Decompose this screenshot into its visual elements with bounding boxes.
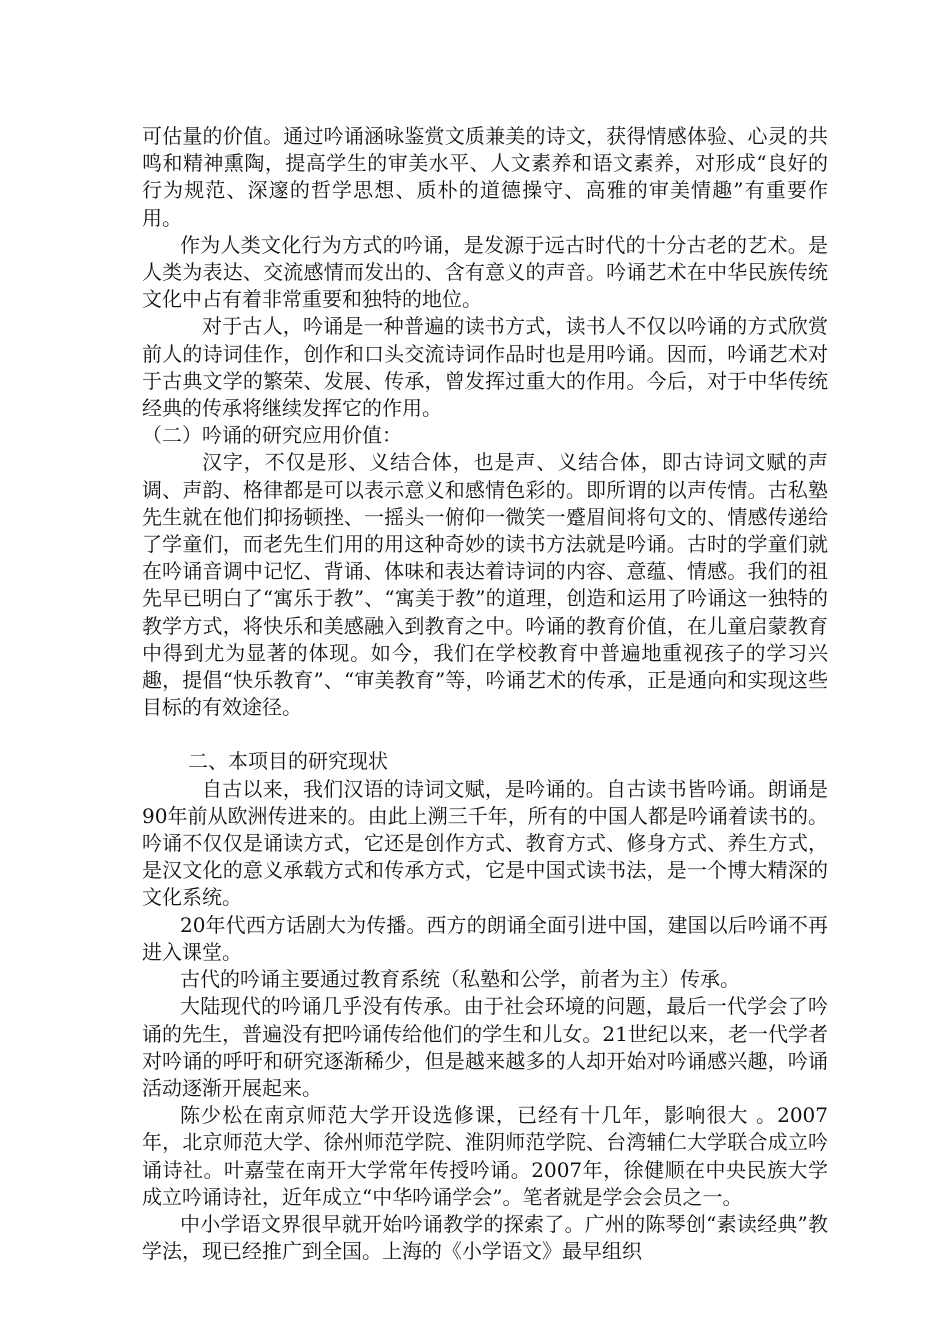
paragraph-reading-tradition: 自古以来，我们汉语的诗词文赋，是吟诵的。自古读书皆吟诵。朗诵是90年前从欧洲传进来的。由此上溯三千年，所有的中国人都是吟诵着读书的。吟诵不仅仅是诵读方式，它还是创作方式、教育方式、修身方式、养生方式，是汉文化的意义承载方式和传承方式，它是中国式读书法，是一个博大精深的文化系统。 bbox=[142, 776, 828, 910]
paragraph-school-teaching: 中小学语文界很早就开始吟诵教学的探索了。广州的陈琴创“素读经典”教学法，现已经推广到全国。上海的《小学语文》最早组织 bbox=[142, 1211, 828, 1264]
document-body bbox=[142, 123, 828, 1265]
paragraph-ancient-reading: 对于古人，吟诵是一种普遍的读书方式，读书人不仅以吟诵的方式欣赏前人的诗词佳作，创作和口头交流诗词作品时也是用吟诵。因而，吟诵艺术对于古典文学的繁荣、发展、传承，曾发挥过重大的作用。今后，对于中华传统经典的传承将继续发挥它的作用。 bbox=[142, 314, 828, 421]
paragraph-chinese-characters: 汉字，不仅是形、义结合体，也是声、义结合体，即古诗词文赋的声调、声韵、格律都是可以表示意义和感情色彩的。即所谓的以声传情。古私塾先生就在他们抑扬顿挫、一摇头一俯仰一微笑一蹙眉间将句文的、情感传递给了学童们，而老先生们用的用这种奇妙的读书方法就是吟诵。古时的学童们就在吟诵音调中记忆、背诵、体味和表达着诗词的内容、意蕴、情感。我们的祖先早已明白了“寓乐于教”、“寓美于教”的道理，创造和运用了吟诵这一独特的教学方式，将快乐和美感融入到教育之中。吟诵的教育价值，在儿童启蒙教育中得到尤为显著的体现。如今，我们在学校教育中普遍地重视孩子的学习兴趣，提倡“快乐教育”、“审美教育”等，吟诵艺术的传承，正是通向和实现这些目标的有效途径。 bbox=[142, 450, 828, 720]
paragraph-western-drama: 20年代西方话剧大为传播。西方的朗诵全面引进中国，建国以后吟诵不再进入课堂。 bbox=[142, 912, 828, 964]
paragraph-education-system: 古代的吟诵主要通过教育系统（私塾和公学，前者为主）传承。 bbox=[180, 967, 740, 992]
paragraph-modern-mainland: 大陆现代的吟诵几乎没有传承。由于社会环境的问题，最后一代学会了吟诵的先生，普遍没有把吟诵传给他们的学生和儿女。21世纪以来，老一代学者对吟诵的呼吁和研究逐渐稀少，但是越来越多的人却开始对吟诵感兴趣，吟诵活动逐渐开展起来。 bbox=[142, 994, 828, 1100]
section-subheading: （二）吟诵的研究应用价值： bbox=[142, 423, 402, 448]
section-heading: 二、本项目的研究现状 bbox=[188, 749, 388, 774]
paragraph-art-origin: 作为人类文化行为方式的吟诵，是发源于远古时代的十分古老的艺术。是人类为表达、交流感情而发出的、含有意义的声音。吟诵艺术在中华民族传统文化中占有着非常重要和独特的地位。 bbox=[142, 232, 828, 312]
paragraph-university-societies: 陈少松在南京师范大学开设选修课，已经有十几年，影响很大 。2007年，北京师范大学、徐州师范学院、淮阴师范学院、台湾辅仁大学联合成立吟诵诗社。叶嘉莹在南开大学常年传授吟诵。2007年，徐健顺在中央民族大学成立吟诵诗社，近年成立“中华吟诵学会”。笔者就是学会会员之一。 bbox=[142, 1103, 828, 1209]
paragraph-value-continuation: 可估量的价值。通过吟诵涵咏鉴赏文质兼美的诗文，获得情感体验、心灵的共鸣和精神熏陶，提高学生的审美水平、人文素养和语文素养，对形成“良好的行为规范、深邃的哲学思想、质朴的道德操守、高雅的审美情趣”有重要作用。 bbox=[142, 124, 828, 230]
